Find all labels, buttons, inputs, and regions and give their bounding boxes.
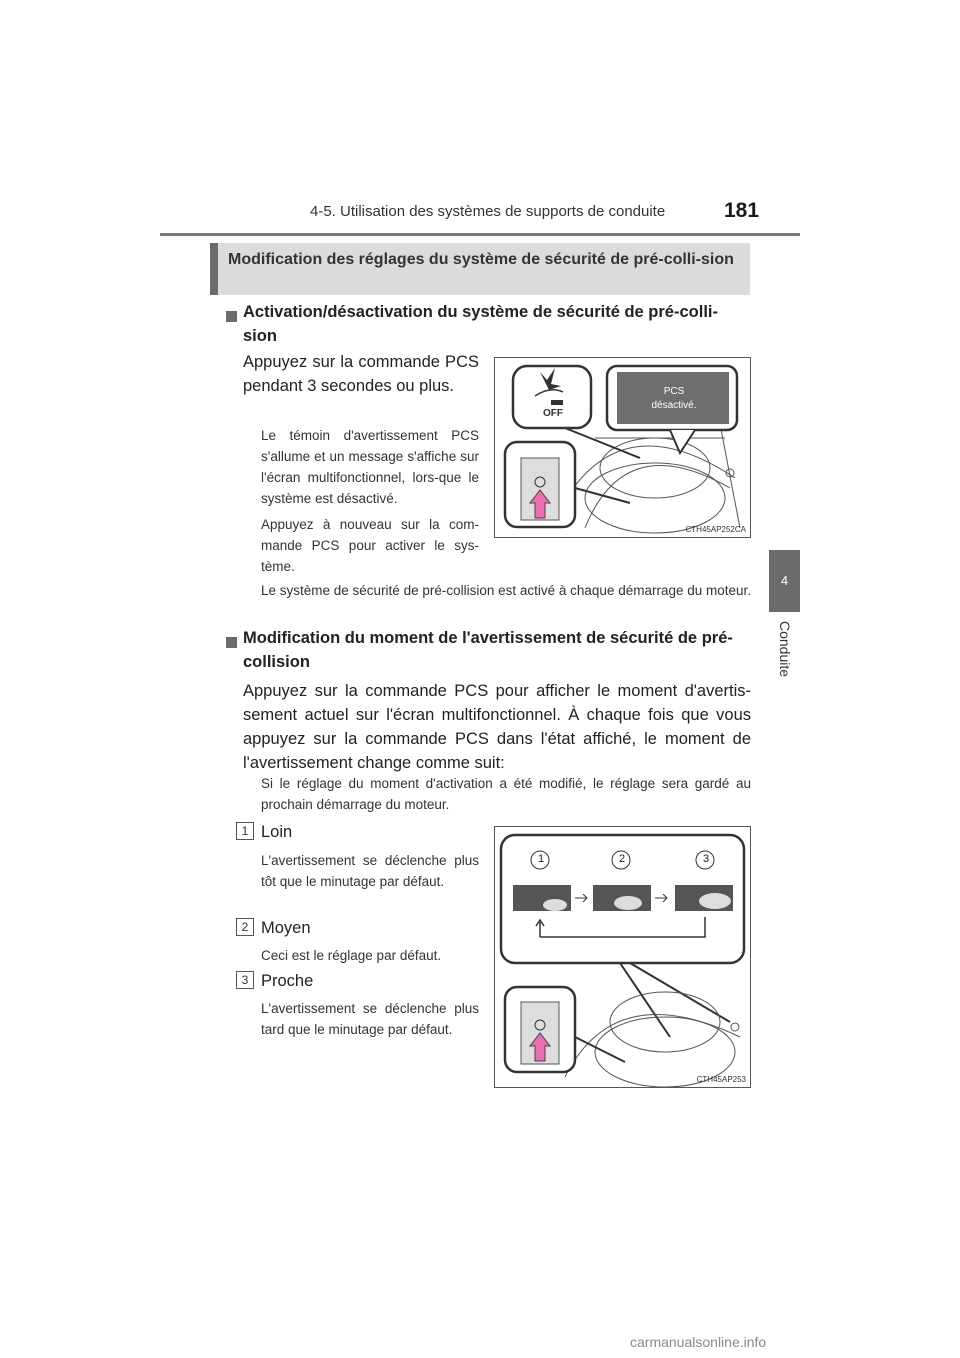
dashboard-illustration: [495, 358, 750, 537]
option-label-3: Proche: [261, 972, 314, 990]
timing-note: Si le réglage du moment d'activation a été modifié, le réglage sera gardé au prochain démarrage du moteur.: [261, 776, 751, 812]
activation-note-2: Appuyez à nouveau sur la com-mande PCS pour activer le sys-tème.: [261, 517, 479, 574]
option-number-1: 1: [236, 822, 254, 840]
activation-note-1: Le témoin d'avertissement PCS s'allume et un message s'affiche sur l'écran multifonctionnel, lors-que le système est désactivé.: [261, 428, 479, 506]
bullet-square-icon: [226, 637, 237, 648]
off-label: OFF: [543, 408, 563, 419]
activation-heading: Activation/désactivation du système de sécurité de pré-colli-sion: [243, 303, 718, 345]
page-number: 181: [724, 199, 760, 222]
option-desc-3: L'avertissement se déclenche plus tard que le minutage par défaut.: [261, 1001, 479, 1037]
bullet-square-icon: [226, 311, 237, 322]
section-title: Modification des réglages du système de sécurité de pré-colli-sion: [210, 243, 750, 295]
option-number-2: 2: [236, 918, 254, 936]
figure-code: CTH45AP252CA: [685, 525, 746, 534]
warning-timing-figure: [494, 826, 751, 1088]
figure-code: CTH45AP253: [696, 1075, 746, 1084]
chapter-tab: 4: [769, 550, 800, 612]
timing-heading: Modification du moment de l'avertissement de sécurité de pré-collision: [243, 629, 733, 671]
chapter-header: 4-5. Utilisation des systèmes de supports de conduite: [310, 203, 666, 220]
timing-instruction: Appuyez sur la commande PCS pour afficher le moment d'avertis-sement actuel sur l'écran multifonctionnel. À chaque fois que vous appuyez sur la commande PCS dans l'état affiché, le moment de l'avertissement change comme suit:: [243, 682, 751, 772]
header-divider: [160, 233, 800, 236]
option-desc-2: Ceci est le réglage par défaut.: [261, 948, 442, 963]
figure-num-2: 2: [618, 853, 626, 865]
display-line-1: PCS: [663, 386, 685, 397]
option-desc-1: L'avertissement se déclenche plus tôt que le minutage par défaut.: [261, 853, 479, 889]
chapter-tab-label: Conduite: [777, 620, 793, 678]
footer-watermark: carmanualsonline.info: [630, 1334, 767, 1350]
activation-note-3: Le système de sécurité de pré-collision est activé à chaque démarrage du moteur.: [261, 583, 752, 598]
option-label-2: Moyen: [261, 919, 311, 937]
option-label-1: Loin: [261, 823, 293, 841]
figure-num-3: 3: [702, 853, 710, 865]
pcs-off-figure: [494, 357, 751, 538]
option-number-3: 3: [236, 971, 254, 989]
activation-instruction: Appuyez sur la commande PCS pendant 3 secondes ou plus.: [243, 353, 479, 395]
figure-num-1: 1: [537, 853, 545, 865]
display-line-2: désactivé.: [651, 400, 697, 411]
timing-cycle-illustration: [495, 827, 750, 1087]
